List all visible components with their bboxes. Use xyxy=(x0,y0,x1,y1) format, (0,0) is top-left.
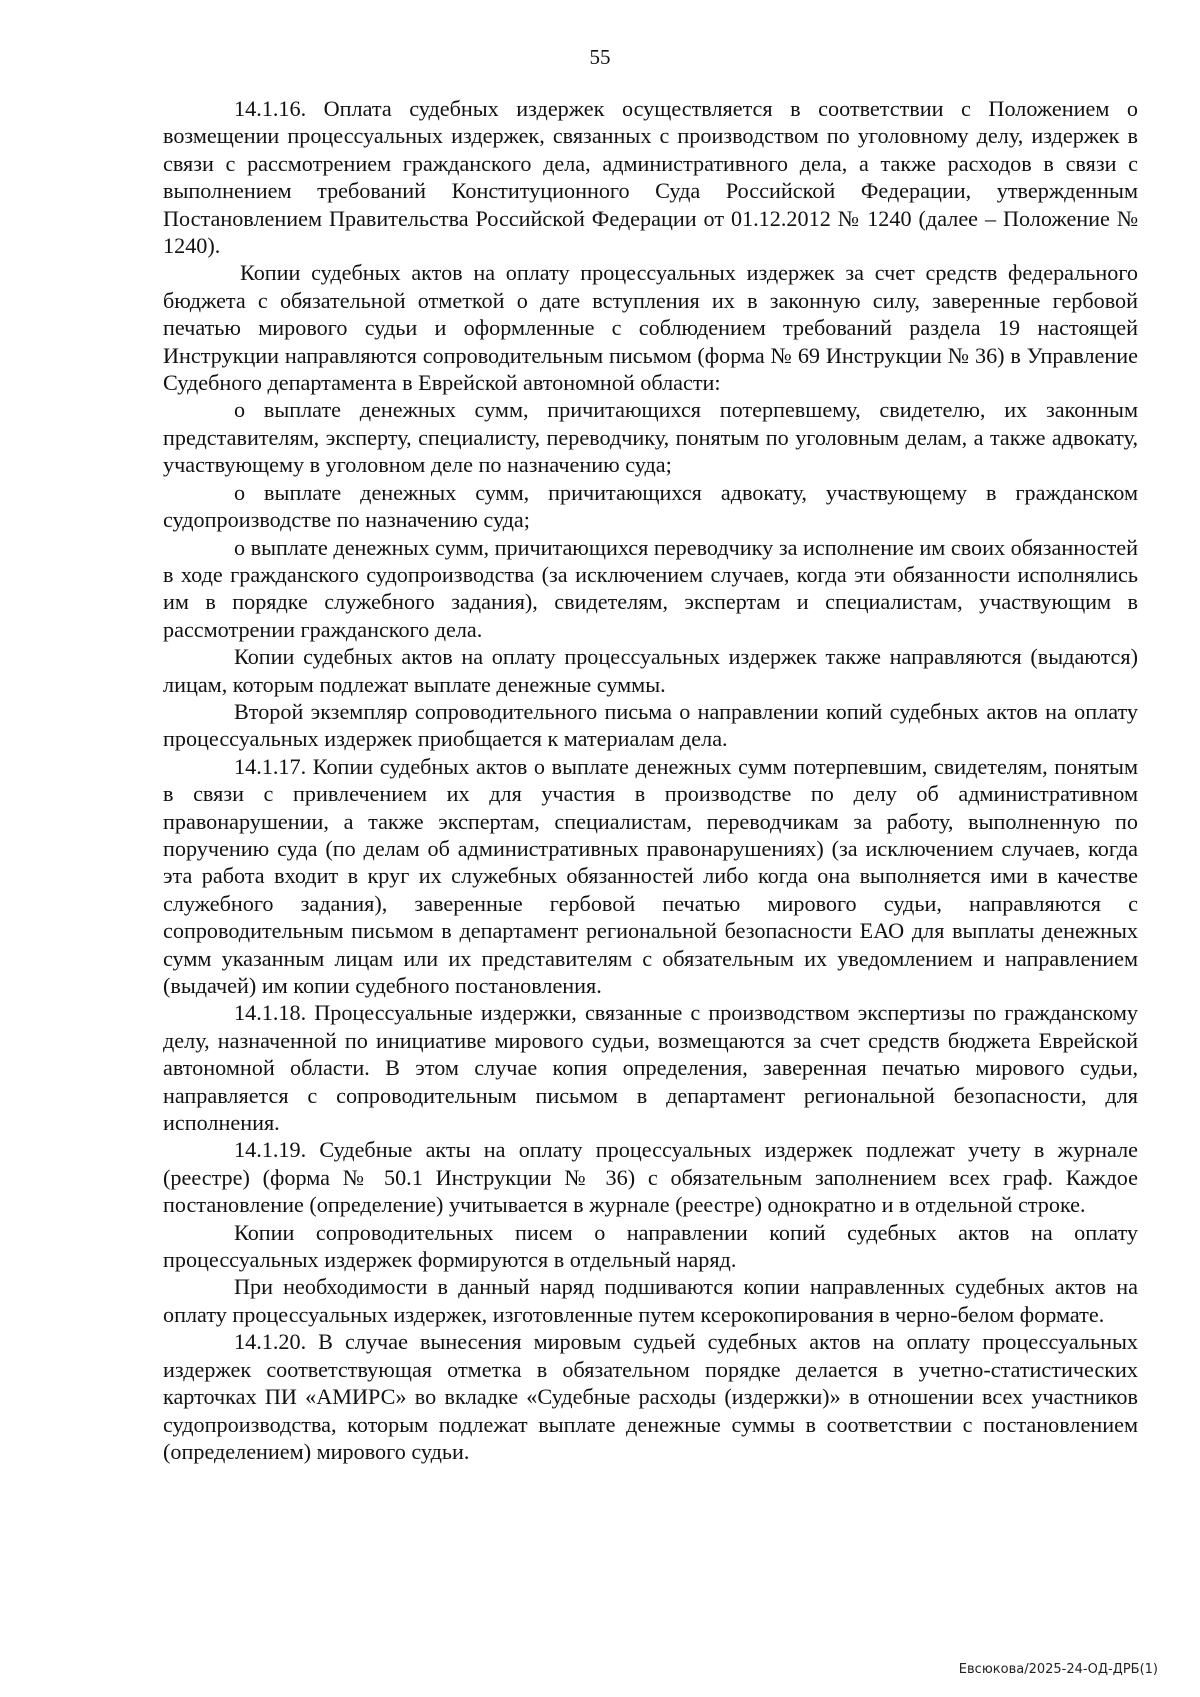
paragraph-14-1-20: 14.1.20. В случае вынесения мировым судьей судебных актов на оплату процессуальных издержек соответствующая отметка в обязательном порядке делается в учетно-статистических карточках ПИ «АМИРС» во вкладке «Судебные расходы (издержки)» в отношении всех участников судопроизводства, которым подлежат выплате денежные суммы в соответствии с постановлением (определением) мирового судьи. xyxy=(163,1329,1138,1464)
paragraph-photocopies: При необходимости в данный наряд подшиваются копии направленных судебных актов на оплату процессуальных издержек, изготовленные путем ксерокопирования в черно-белом формате. xyxy=(163,1274,1138,1327)
paragraph-copies-federal-budget: Копии судебных актов на оплату процессуальных издержек за счет средств федерального бюджета с обязательной отметкой о дате вступления их в законную силу, заверенные гербовой печатью мирового судьи и оформленные с соблюдением требований раздела 19 настоящей Инструкции направляются сопроводительным письмом (форма № 69 Инструкции № 36) в Управление Судебного департамента в Еврейской автономной области: xyxy=(163,260,1138,396)
paragraph-14-1-18: 14.1.18. Процессуальные издержки, связанные с производством экспертизы по гражданскому делу, назначенной по инициативе мирового судьи, возмещаются за счет средств бюджета Еврейской автономной области. В этом случае копия определения, заверенная печатью мирового судьи, направляется с сопроводительным письмом в департамент региональной безопасности, для исполнения. xyxy=(163,1000,1138,1136)
paragraph-14-1-19: 14.1.19. Судебные акты на оплату процессуальных издержек подлежат учету в журнале (реестре) (форма № 50.1 Инструкции № 36) с обязательным заполнением всех граф. Каждое постановление (определение) учитывается в журнале (реестре) однократно и в отдельной строке. xyxy=(163,1137,1138,1218)
document-footer-id: Евсюкова/2025-24-ОД-ДРБ(1) xyxy=(958,1662,1158,1677)
document-body xyxy=(163,95,1138,1465)
paragraph-14-1-16: 14.1.16. Оплата судебных издержек осуществляется в соответствии с Положением о возмещении процессуальных издержек, связанных с производством по уголовному делу, издержек в связи с рассмотрением гражданского дела, административного дела, а также расходов в связи с выполнением требований Конституционного Суда Российской Федерации, утвержденным Постановлением Правительства Российской Федерации от 01.12.2012 № 1240 (далее – Положение № 1240). xyxy=(163,96,1138,259)
paragraph-cover-letters-file: Копии сопроводительных писем о направлении копий судебных актов на оплату процессуальных издержек формируются в отдельный наряд. xyxy=(163,1219,1138,1273)
page-number: 55 xyxy=(589,45,611,69)
paragraph-second-copy-letter: Второй экземпляр сопроводительного письма о направлении копий судебных актов на оплату процессуальных издержек приобщается к материалам дела. xyxy=(163,698,1138,752)
paragraph-14-1-17: 14.1.17. Копии судебных актов о выплате денежных сумм потерпевшим, свидетелям, понятым в связи с привлечением их для участия в производстве по делу об административном правонарушении, а также экспертам, специалистам, переводчикам за работу, выполненную по поручению суда (по делам об административных правонарушениях) (за исключением случаев, когда эта работа входит в круг их служебных обязанностей либо когда она выполняется ими в качестве служебного задания), заверенные гербовой печатью мирового судьи, направляются с сопроводительным письмом в департамент региональной безопасности ЕАО для выплаты денежных сумм указанным лицам или их представителям с обязательным их уведомлением и направлением (выдачей) им копии судебного постановления. xyxy=(163,753,1138,998)
paragraph-payment-translator: о выплате денежных сумм, причитающихся переводчику за исполнение им своих обязанностей в ходе гражданского судопроизводства (за исключением случаев, когда эти обязанности исполнялись им в порядке служебного задания), свидетелям, экспертам и специалистам, участвующим в рассмотрении гражданского дела. xyxy=(163,534,1138,642)
paragraph-copies-to-persons: Копии судебных актов на оплату процессуальных издержек также направляются (выдаются) лицам, которым подлежат выплате денежные суммы. xyxy=(163,644,1138,697)
paragraph-payment-advocate-civil: о выплате денежных сумм, причитающихся адвокату, участвующему в гражданском судопроизводстве по назначению суда; xyxy=(163,479,1138,533)
paragraph-payment-victims: о выплате денежных сумм, причитающихся потерпевшему, свидетелю, их законным представителям, эксперту, специалисту, переводчику, понятым по уголовным делам, а также адвокату, участвующему в уголовном деле по назначению суда; xyxy=(163,397,1138,478)
